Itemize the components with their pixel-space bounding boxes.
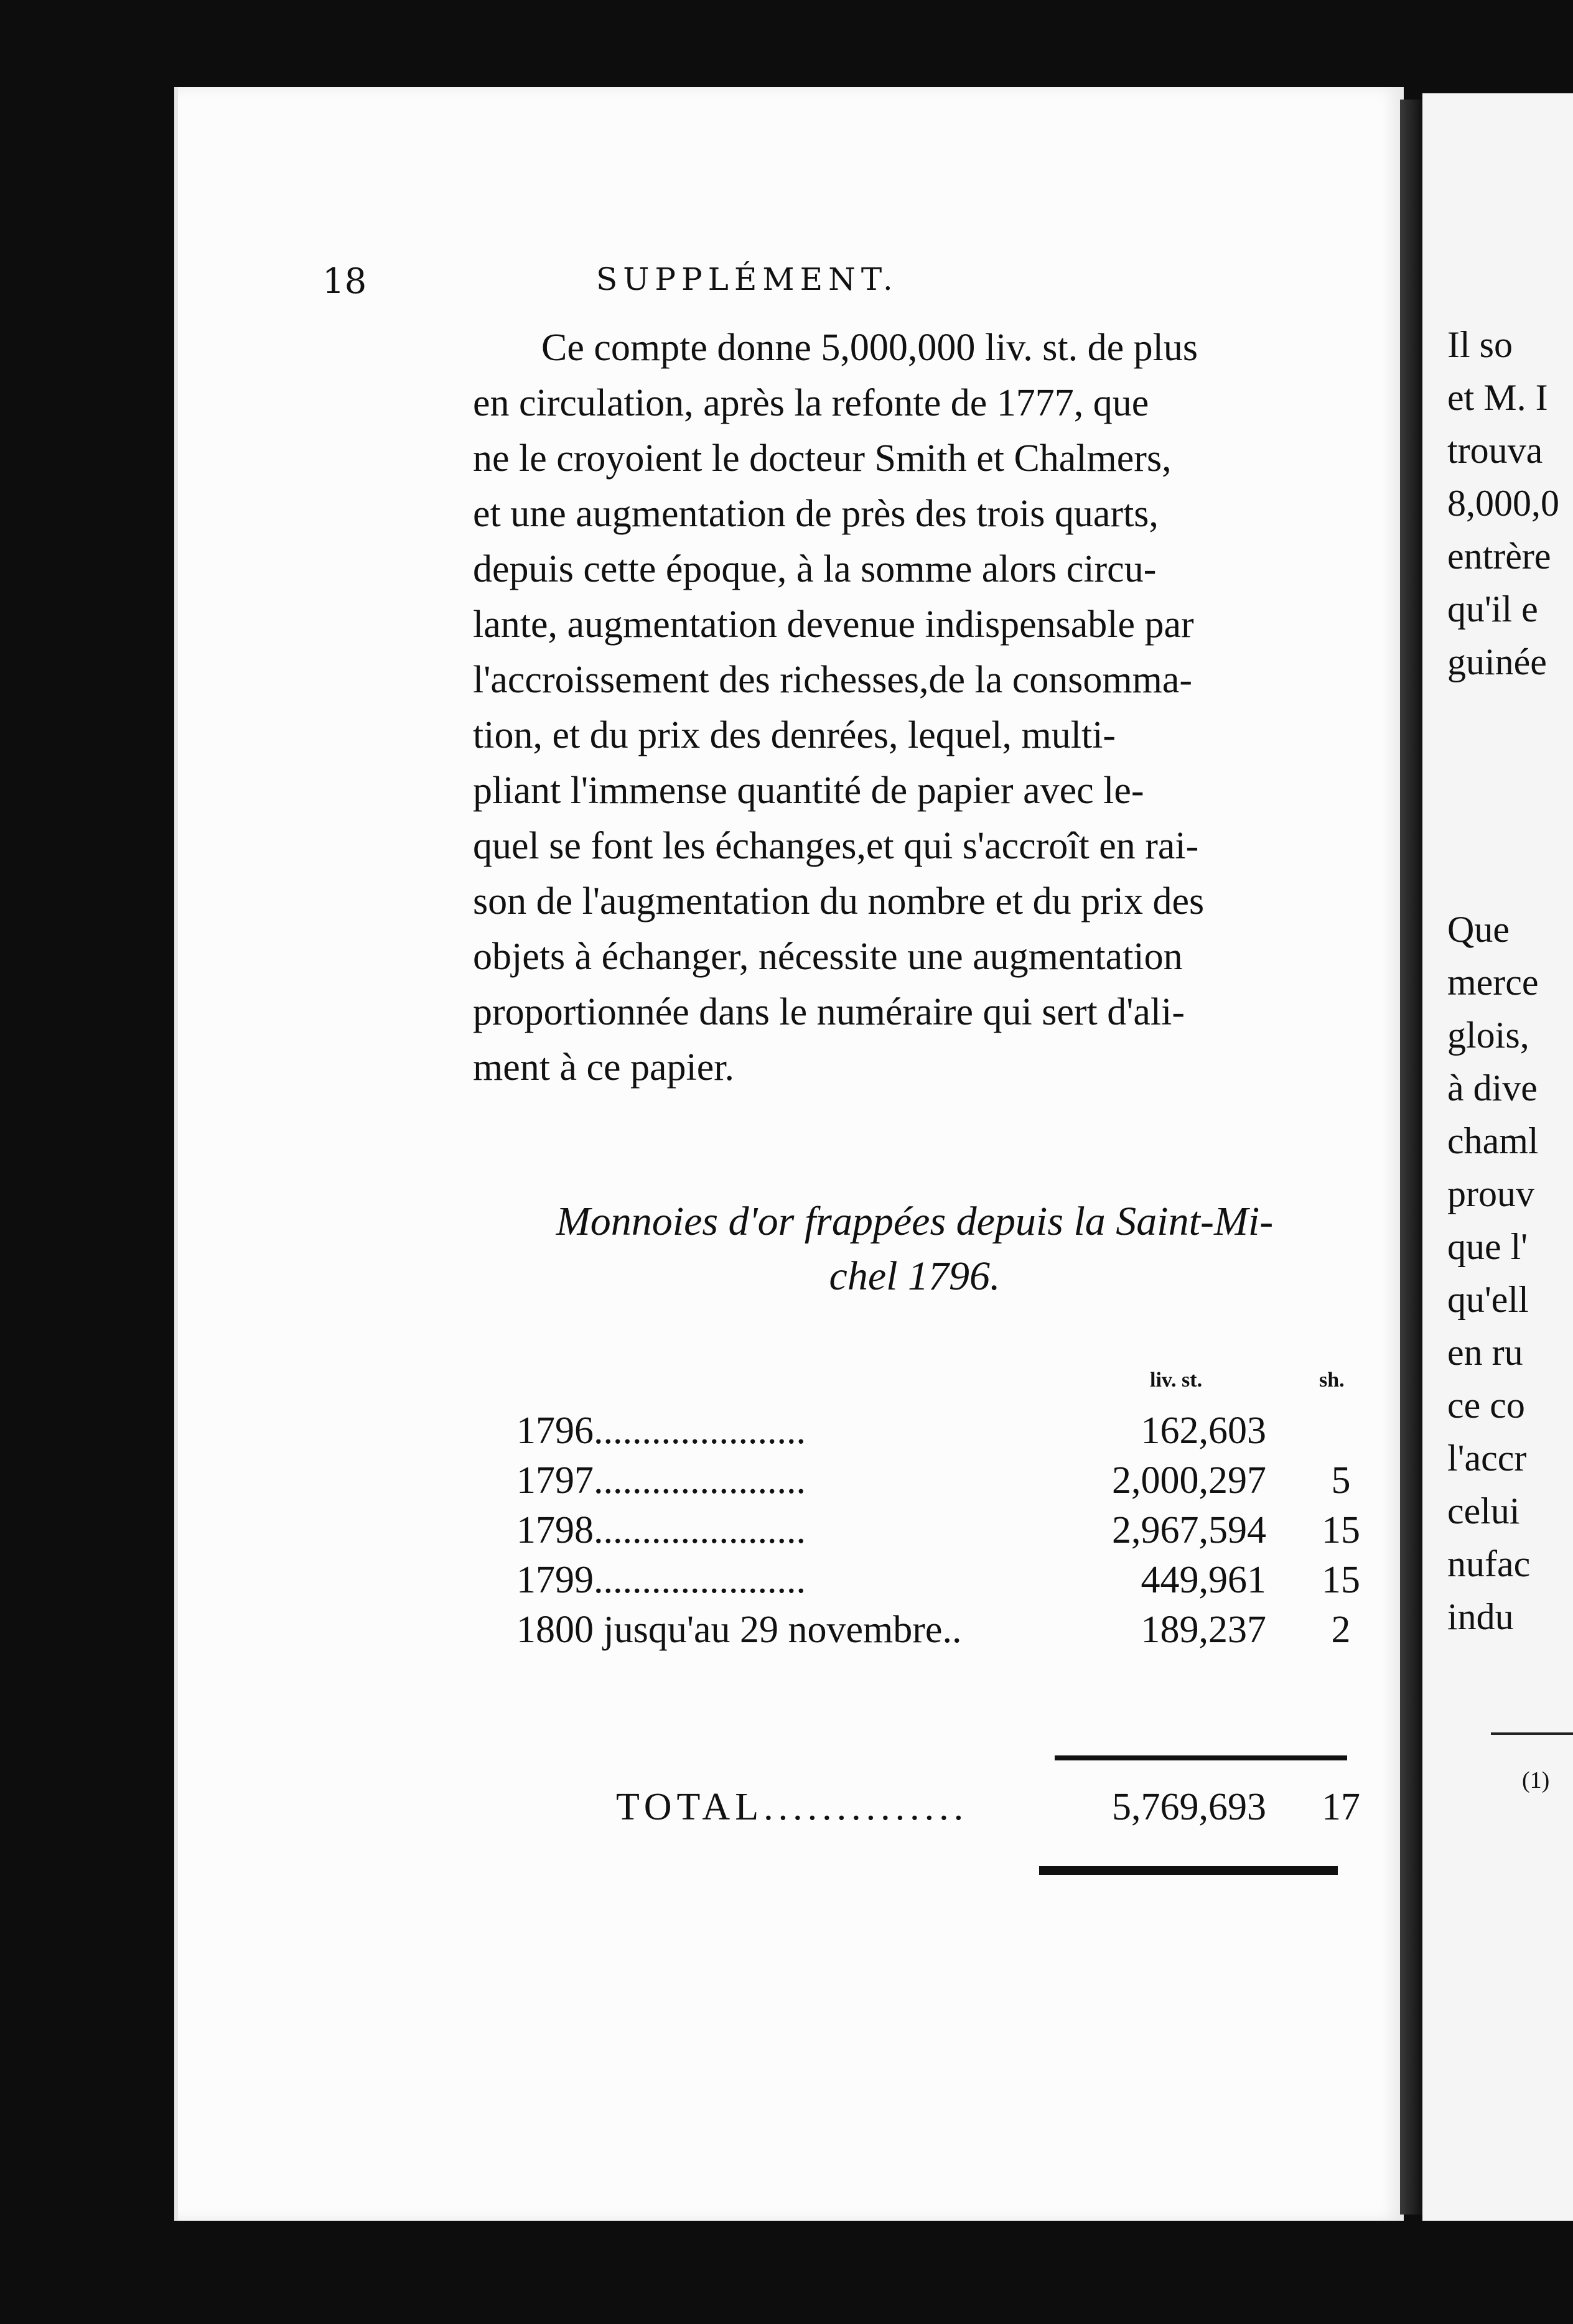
total-label: TOTAL.............. <box>616 1786 969 1828</box>
facing-line: à dive <box>1447 1067 1538 1109</box>
book-page-right <box>1422 93 1573 2221</box>
table-row <box>498 1508 1363 1558</box>
facing-line: trouva <box>1447 430 1543 471</box>
row-shillings: 15 <box>1322 1559 1360 1601</box>
text-line: depuis cette époque, à la somme alors circu- <box>473 548 1157 590</box>
heading-line: chel 1796. <box>829 1253 1001 1299</box>
facing-line: que l' <box>1447 1226 1528 1267</box>
column-header-liv: liv. st. <box>1150 1369 1203 1392</box>
text-line: l'accroissement des richesses,de la consomma- <box>473 659 1193 701</box>
facing-line: Il so <box>1447 324 1513 365</box>
heading-line: Monnoies d'or frappées depuis la Saint-Mi- <box>556 1199 1274 1244</box>
facing-line: 8,000,0 <box>1447 483 1559 524</box>
facing-line: merce <box>1447 962 1539 1003</box>
column-header-sh: sh. <box>1319 1369 1345 1392</box>
total-shillings: 17 <box>1322 1786 1360 1828</box>
total-amount: 5,769,693 <box>1112 1786 1266 1828</box>
page-number: 18 <box>322 261 367 302</box>
facing-line: qu'ell <box>1447 1279 1529 1320</box>
row-amount: 2,967,594 <box>1112 1509 1266 1551</box>
text-line: son de l'augmentation du nombre et du prix des <box>473 880 1205 923</box>
text-line: ment à ce papier. <box>473 1046 735 1089</box>
table-row <box>498 1558 1363 1608</box>
facing-line: prouv <box>1447 1173 1534 1214</box>
row-shillings: 2 <box>1331 1609 1351 1651</box>
row-label: 1798...................... <box>516 1509 806 1551</box>
table-row <box>498 1459 1363 1508</box>
text-line: pliant l'immense quantité de papier avec le- <box>473 769 1144 812</box>
text-line: et une augmentation de près des trois quarts, <box>473 493 1159 535</box>
row-label: 1797...................... <box>516 1459 806 1502</box>
footnote-marker: (1) <box>1522 1767 1550 1793</box>
row-shillings: 5 <box>1331 1459 1351 1502</box>
facing-line: glois, <box>1447 1015 1529 1056</box>
text-line: en circulation, après la refonte de 1777, que <box>473 382 1149 424</box>
row-amount: 189,237 <box>1141 1609 1266 1651</box>
text-line: Ce compte donne 5,000,000 liv. st. de plus <box>541 327 1198 369</box>
total-rule <box>1055 1755 1347 1760</box>
facing-line: indu <box>1447 1596 1514 1637</box>
table-heading <box>473 1194 1356 1304</box>
facing-line: chaml <box>1447 1120 1539 1161</box>
facing-line: celui <box>1447 1490 1520 1532</box>
running-head <box>322 261 1368 317</box>
text-line: lante, augmentation devenue indispensable par <box>473 603 1194 646</box>
facing-line: l'accr <box>1447 1438 1527 1479</box>
row-label: 1800 jusqu'au 29 novembre.. <box>516 1609 962 1651</box>
row-shillings: 15 <box>1322 1509 1360 1551</box>
facing-line: guinée <box>1447 641 1547 682</box>
text-line: ne le croyoient le docteur Smith et Chalmers, <box>473 437 1172 480</box>
row-amount: 449,961 <box>1141 1559 1266 1601</box>
row-label: 1799...................... <box>516 1559 806 1601</box>
text-line: objets à échanger, nécessite une augmentation <box>473 936 1183 978</box>
row-amount: 162,603 <box>1141 1410 1266 1452</box>
closing-rule <box>1039 1866 1338 1875</box>
table-row <box>498 1409 1363 1459</box>
total-row <box>498 1785 1363 1835</box>
text-line: proportionnée dans le numéraire qui sert d'ali- <box>473 991 1185 1033</box>
footnote-rule <box>1491 1732 1573 1735</box>
table-row <box>498 1608 1363 1658</box>
facing-line: qu'il e <box>1447 588 1538 630</box>
facing-line: et M. I <box>1447 377 1548 418</box>
facing-line: entrère <box>1447 536 1551 577</box>
text-line: tion, et du prix des denrées, lequel, multi- <box>473 714 1116 756</box>
body-paragraph <box>473 320 1369 1095</box>
facing-line: Que <box>1447 909 1510 950</box>
running-title: SUPPLÉMENT. <box>596 261 899 297</box>
facing-line: ce co <box>1447 1385 1525 1426</box>
book-gutter <box>1400 100 1422 2215</box>
facing-line: nufac <box>1447 1543 1531 1584</box>
facing-line: en ru <box>1447 1332 1523 1373</box>
text-line: quel se font les échanges,et qui s'accroît en rai- <box>473 825 1199 867</box>
row-label: 1796...................... <box>516 1410 806 1452</box>
row-amount: 2,000,297 <box>1112 1459 1266 1502</box>
